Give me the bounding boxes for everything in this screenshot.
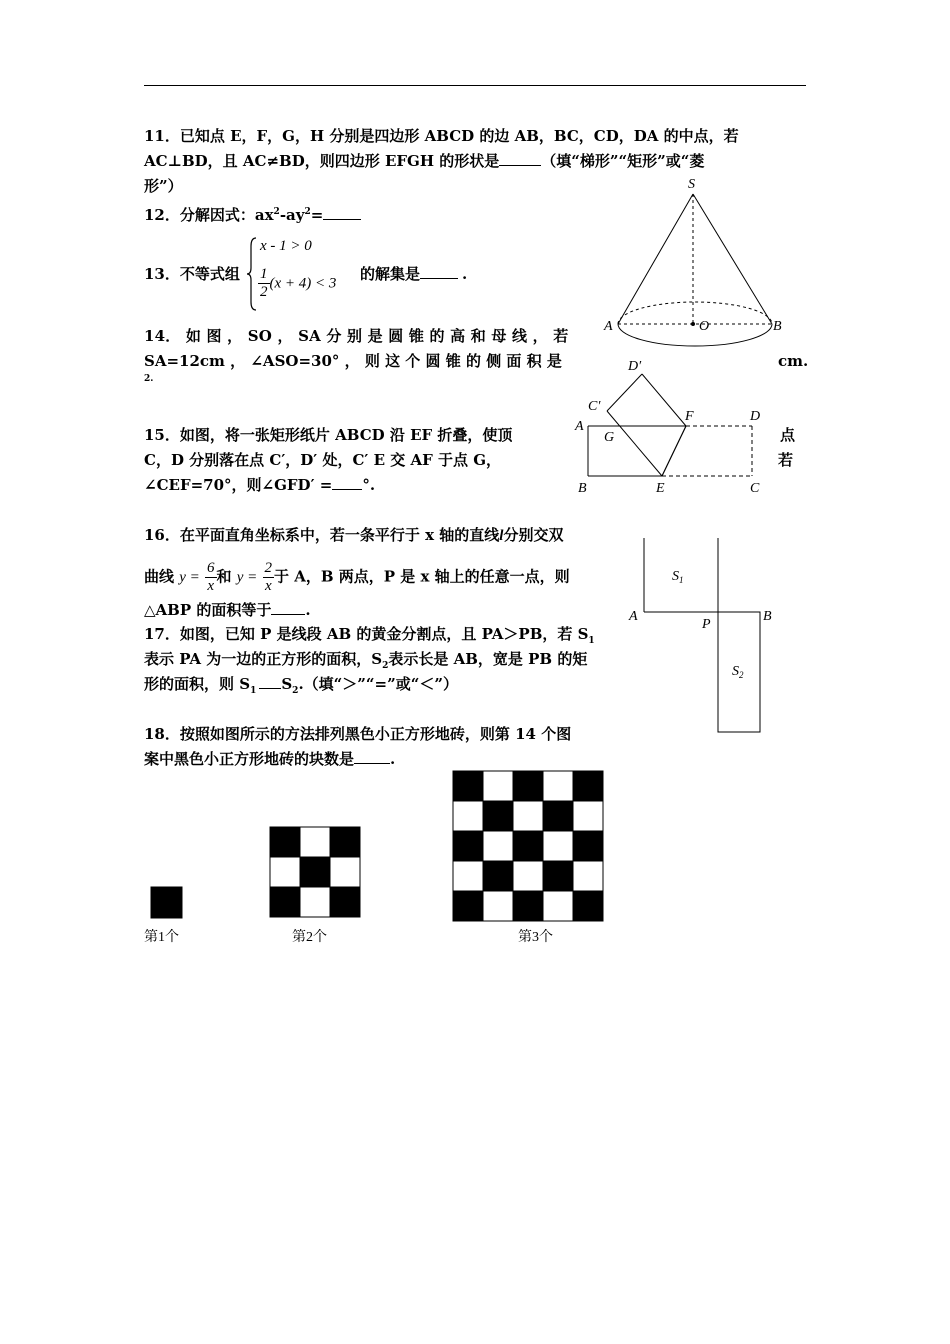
tile [483,861,513,891]
svg-text:S2 [732,664,744,680]
q11-line3: 形”） [144,177,183,195]
tile [543,771,573,801]
q13-suffix: 的解集是 . [360,265,468,283]
q17-line1: 17．如图，已知 P 是线段 AB 的黄金分割点，且 PA＞PB，若 $S_1$ [144,625,595,646]
q14-line2: SA=12cm ， ∠ASO=30° ， 则 这 个 圆 锥 的 侧 面 积 是 [144,352,562,370]
q11-line2: AC⊥BD，且 AC≠BD，则四边形 EFGH 的形状是 （填“梯形”“矩形”或“菱 [144,152,705,170]
fold-label-A: A [575,419,584,434]
tile [513,771,543,801]
q14-unit: cm. [778,352,809,370]
fold-label-E: E [656,481,665,496]
tile [300,857,330,887]
q13-brace [246,236,258,312]
tile [573,771,603,801]
tile [483,801,513,831]
fold-label-C: C [750,481,760,496]
pattern-3 [452,770,606,922]
tile [483,831,513,861]
tile [543,861,573,891]
tile [483,891,513,921]
golden-S1-sub: 1 [679,575,684,585]
tile [300,887,330,917]
q17-line3: 形的面积，则 $S_1$ $S_2$.（填“＞”“=”或“＜”） [144,675,458,696]
q15-line2: C，D 分别落在点 C′，D′ 处，C′ E 交 AF 于点 G， [144,451,502,469]
tile [573,831,603,861]
pattern-caption-3: 第3个 [518,930,553,945]
tile [453,891,483,921]
q18-line1: 18．按照如图所示的方法排列黑色小正方形地砖，则第 14 个图 [144,725,572,743]
golden-label-A: A [629,609,638,624]
golden-S2-sub: 2 [739,670,744,680]
tile [573,801,603,831]
q13-ineq1: x - 1 > 0 [260,238,312,254]
q14-unit2: 2. [144,374,154,384]
cone-label-O: O [699,319,710,334]
q15-line2b: 若 [778,451,794,469]
tile [573,861,603,891]
q16-line3: △ABP 的面积等于 . [144,601,311,619]
golden-S2: S [732,664,739,679]
fold-label-G: G [604,430,615,445]
pattern-2 [269,826,363,920]
tile [270,827,300,857]
tile [330,857,360,887]
pattern-caption-2: 第2个 [292,930,327,945]
golden-label-P: P [702,617,711,632]
tile [330,887,360,917]
tile [513,891,543,921]
svg-text:S1 [672,569,684,585]
tile [453,861,483,891]
tile [270,857,300,887]
tile [270,887,300,917]
pattern-caption-1: 第1个 [144,930,179,945]
cone-label-B: B [773,319,782,334]
q11-line1: 11．已知点 E，F，G，H 分别是四边形 ABCD 的边 AB，BC，CD，DA 的中点，若 [144,127,739,145]
tile [513,861,543,891]
tile [513,801,543,831]
fold-label-F: F [685,409,694,424]
cone-label-A: A [604,319,613,334]
cone-figure [596,172,796,352]
q15-line1: 15．如图，将一张矩形纸片 ABCD 沿 EF 折叠，使顶 [144,426,513,444]
fold-label-C1: C′ [588,399,601,414]
tile [151,887,182,918]
golden-label-B: B [763,609,772,624]
golden-figure [620,530,790,740]
q17-line2: 表示 PA 为一边的正方形的面积，$S_2$表示长是 AB，宽是 PB 的矩 [144,650,588,671]
tile [330,827,360,857]
tile [543,831,573,861]
q13-ineq2: $\frac{1}{2}$ (x + 4) < 3 [260,266,337,300]
golden-S1: S [672,569,679,584]
q15-line1b: 点 [780,426,796,444]
tile [483,771,513,801]
tile [453,831,483,861]
tile [453,801,483,831]
tile [543,891,573,921]
q13-prefix: 13．不等式组 [144,265,240,283]
q15-line3: ∠CEF=70°，则∠GFD′ = °. [144,476,376,494]
cone-label-S: S [688,177,695,192]
pattern-1 [150,886,184,920]
fold-label-D: D [750,409,761,424]
tile [300,827,330,857]
top-rule [144,85,806,86]
fold-label-B: B [578,481,587,496]
q16-line1: 16．在平面直角坐标系中，若一条平行于 x 轴的直线l分别交双 [144,526,564,544]
q14-line1: 14． 如 图 ， SO ， SA 分 别 是 圆 锥 的 高 和 母 线 ， 若 [144,327,569,345]
q16-line2: 曲线 y = $\frac{6}{x}$ 和 y = $\frac{2}{x}$ 于 A，B 两点，P 是 x 轴上的任意一点，则 [144,560,570,594]
q12: 12．分解因式：$ax^2-ay^2=$ [144,200,361,228]
fold-label-D1: D′ [628,359,642,374]
fold-figure [572,356,772,496]
tile [543,801,573,831]
tile [513,831,543,861]
q18-line2: 案中黑色小正方形地砖的块数是 . [144,750,396,768]
tile [573,891,603,921]
tile [453,771,483,801]
